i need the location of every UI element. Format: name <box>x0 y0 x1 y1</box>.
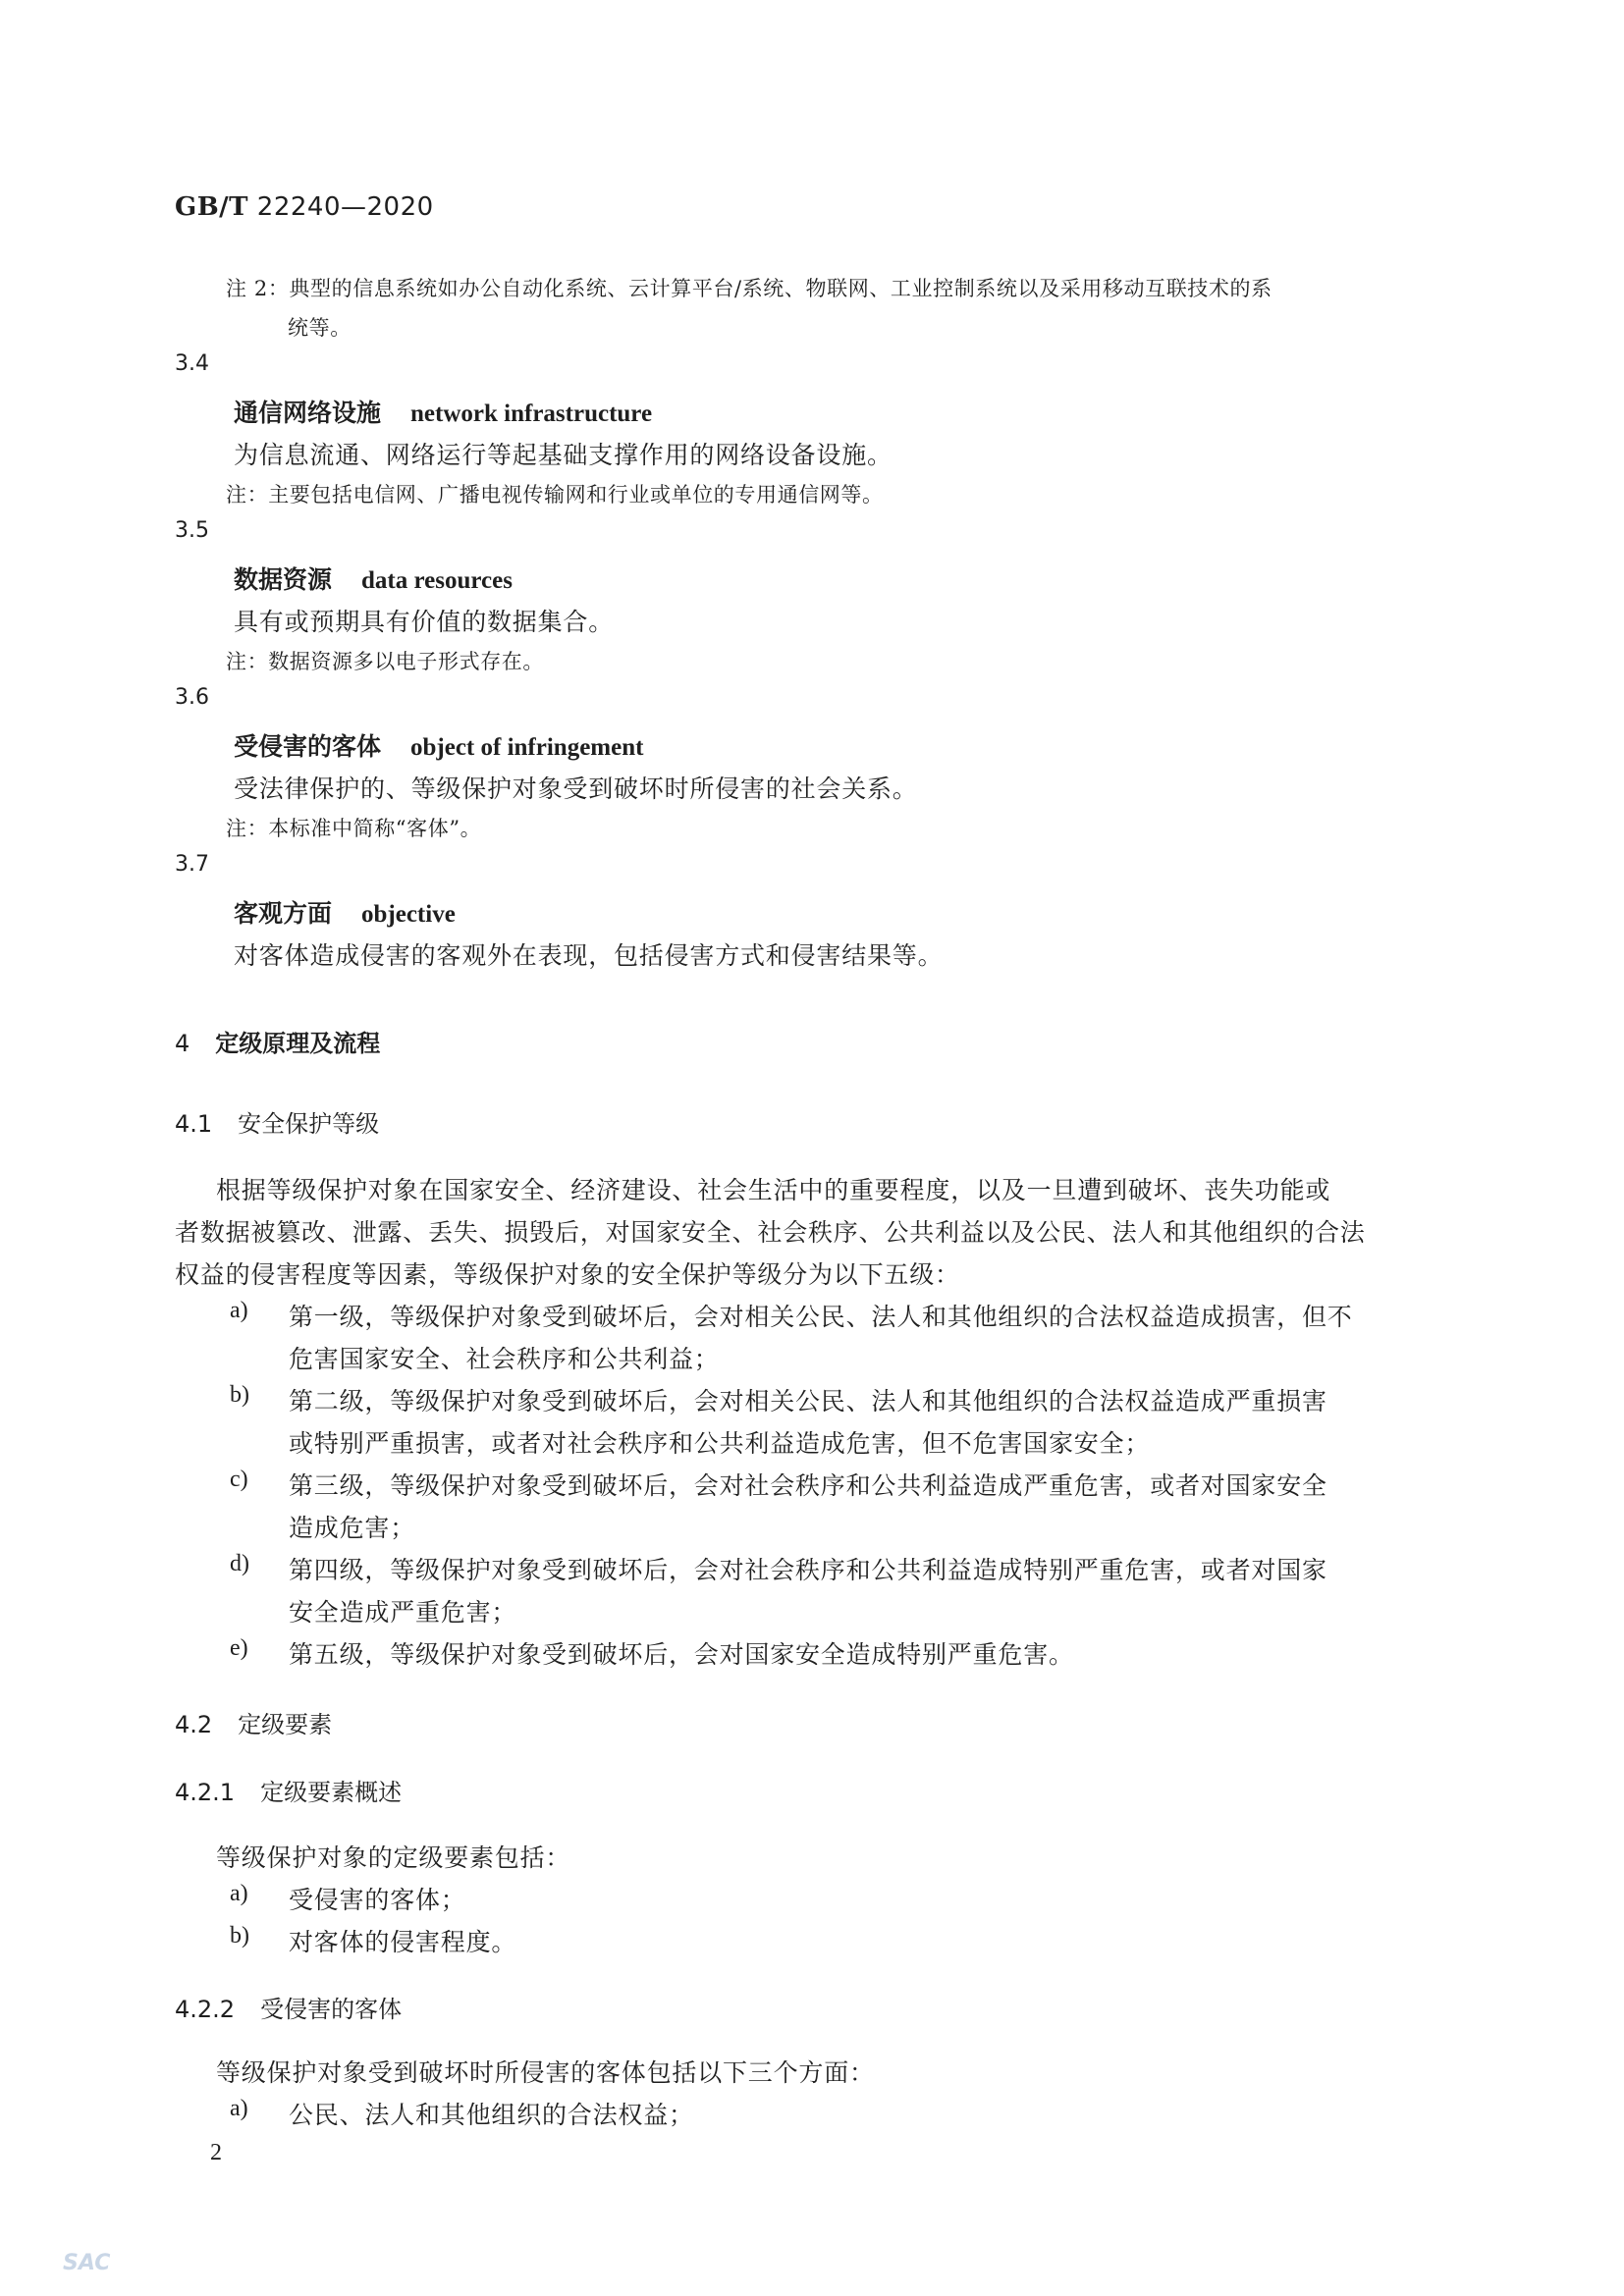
term-definition: 为信息流通、网络运行等起基础支撑作用的网络设备设施。 <box>234 441 893 469</box>
term-en: objective <box>361 901 456 928</box>
list-item-line: 安全造成严重危害； <box>289 1598 517 1627</box>
term-note: 注：数据资源多以电子形式存在。 <box>226 650 544 673</box>
sac-logo-text: SAC <box>63 2251 111 2275</box>
term-number: 3.6 <box>175 685 209 710</box>
list-marker: e) <box>230 1635 248 1661</box>
paragraph-line: 根据等级保护对象在国家安全、经济建设、社会生活中的重要程度，以及一旦遭到破坏、丧失功能或 <box>216 1176 1331 1204</box>
list-marker: b) <box>230 1923 249 1949</box>
section-title: 定级原理及流程 <box>215 1030 381 1057</box>
paragraph-line: 者数据被篡改、泄露、丢失、损毁后，对国家安全、社会秩序、公共利益以及公民、法人和其他组织的合法 <box>175 1218 1366 1247</box>
term-zh: 客观方面 <box>234 899 333 928</box>
paragraph-line: 权益的侵害程度等因素，等级保护对象的安全保护等级分为以下五级： <box>175 1260 960 1289</box>
list-marker: d) <box>230 1551 249 1576</box>
term-number: 3.7 <box>175 852 209 877</box>
subsection-number: 4.2 <box>175 1711 213 1738</box>
list-marker: a) <box>230 1881 248 1906</box>
list-marker: a) <box>230 1298 248 1323</box>
list-item-line: 第一级，等级保护对象受到破坏后，会对相关公民、法人和其他组织的合法权益造成损害，但不 <box>289 1303 1353 1331</box>
subsubsection-number: 4.2.1 <box>175 1779 236 1806</box>
subsection-number: 4.1 <box>175 1110 213 1138</box>
subsubsection-title: 定级要素概述 <box>260 1779 403 1806</box>
subsubsection-heading <box>175 1773 402 1807</box>
list-item-line: 第四级，等级保护对象受到破坏后，会对社会秩序和公共利益造成特别严重危害，或者对国家 <box>289 1556 1327 1584</box>
sac-logo <box>61 2245 132 2276</box>
subsubsection-heading <box>175 1990 402 2024</box>
list-item-line: 或特别严重损害，或者对社会秩序和公共利益造成危害，但不危害国家安全； <box>289 1429 1151 1458</box>
list-marker: b) <box>230 1382 249 1408</box>
list-marker: a) <box>230 2096 248 2121</box>
term-heading <box>234 394 652 429</box>
standard-prefix: GB/T <box>175 192 249 222</box>
paragraph-line: 等级保护对象的定级要素包括： <box>216 1843 571 1872</box>
list-item-line: 受侵害的客体； <box>289 1886 466 1914</box>
subsubsection-title: 受侵害的客体 <box>260 1996 403 2023</box>
note-2-line-2: 统等。 <box>288 316 352 340</box>
list-item-line: 第三级，等级保护对象受到破坏后，会对社会秩序和公共利益造成严重危害，或者对国家安全 <box>289 1471 1327 1500</box>
term-zh: 通信网络设施 <box>234 399 382 427</box>
standard-number: 22240—2020 <box>256 192 434 222</box>
list-item-line: 第五级，等级保护对象受到破坏后，会对国家安全造成特别严重危害。 <box>289 1640 1074 1669</box>
term-heading <box>234 894 456 930</box>
list-item-line: 造成危害； <box>289 1514 416 1542</box>
subsection-title: 定级要素 <box>238 1711 333 1738</box>
term-en: network infrastructure <box>410 400 653 427</box>
list-marker: c) <box>230 1467 248 1492</box>
section-heading <box>175 1024 380 1058</box>
list-item-line: 危害国家安全、社会秩序和公共利益； <box>289 1345 720 1373</box>
list-item-line: 公民、法人和其他组织的合法权益； <box>289 2101 694 2129</box>
term-heading <box>234 561 513 596</box>
term-number: 3.5 <box>175 518 209 543</box>
term-en: object of infringement <box>410 734 644 761</box>
term-definition: 具有或预期具有价值的数据集合。 <box>234 608 615 636</box>
note-2-line-1: 注 2：典型的信息系统如办公自动化系统、云计算平台/系统、物联网、工业控制系统以及采用移动互联技术的系 <box>226 277 1272 300</box>
term-heading <box>234 727 643 763</box>
page-number: 2 <box>210 2140 222 2165</box>
term-zh: 受侵害的客体 <box>234 732 382 761</box>
term-definition: 对客体造成侵害的客观外在表现，包括侵害方式和侵害结果等。 <box>234 941 944 970</box>
subsubsection-number: 4.2.2 <box>175 1996 236 2023</box>
paragraph-line: 等级保护对象受到破坏时所侵害的客体包括以下三个方面： <box>216 2058 875 2087</box>
list-item-line: 对客体的侵害程度。 <box>289 1928 517 1956</box>
subsection-heading <box>175 1104 379 1139</box>
term-zh: 数据资源 <box>234 565 333 594</box>
standard-code <box>175 192 434 222</box>
term-note: 注：主要包括电信网、广播电视传输网和行业或单位的专用通信网等。 <box>226 483 884 507</box>
section-number: 4 <box>175 1030 190 1057</box>
term-number: 3.4 <box>175 351 209 376</box>
term-en: data resources <box>361 567 513 594</box>
term-note: 注：本标准中简称“客体”。 <box>226 817 482 840</box>
list-item-line: 第二级，等级保护对象受到破坏后，会对相关公民、法人和其他组织的合法权益造成严重损害 <box>289 1387 1327 1415</box>
term-definition: 受法律保护的、等级保护对象受到破坏时所侵害的社会关系。 <box>234 774 918 803</box>
subsection-title: 安全保护等级 <box>238 1110 380 1138</box>
subsection-heading <box>175 1705 332 1739</box>
